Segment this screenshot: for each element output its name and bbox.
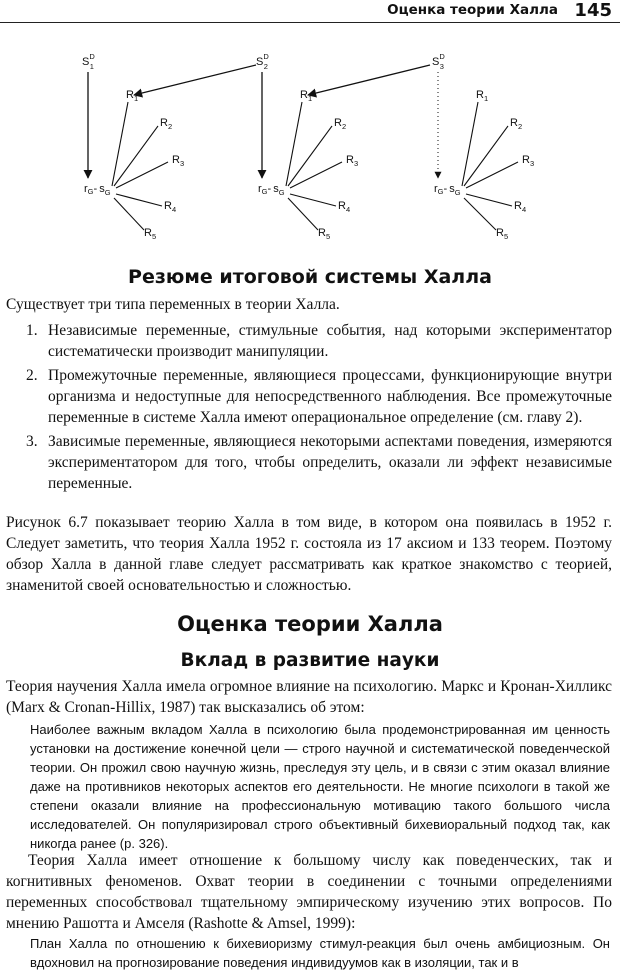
response-1: $R_1$ (476, 89, 489, 103)
goal-node-1: rG- $s_G$ (84, 183, 111, 197)
hull-influence-paragraph: Теория научения Халла имела огромное влияние на психологию. Маркс и Кронан-Хилликс (Marx & Cronan-Hillix, 1987) так высказались об этом: (6, 678, 612, 716)
response-3: $R_3$ (172, 154, 185, 168)
rashotte-quote: План Халла по отношению к бихевиоризму стимул-реакция был очень амбициозным. Он вдохновил на прогнозирование поведения индивидуумов как в изоляции, так и в (30, 936, 610, 970)
diagram-block-1 (82, 52, 256, 241)
evaluation-heading: Оценка теории Халла (177, 612, 443, 636)
theory-scope-paragraph: Теория Халла имеет отношение к большому числу как поведенческих, так и когнитивных феноменов. Охват теории в соединении с точными определениями переменных способствовал тщательному эмпирическому изучению этих вопросов. По мнению Рашотта и Амселя (Rashotte & Amsel, 1999): (6, 852, 612, 932)
list-item: 1. Независимые переменные, стимульные события, над которыми экспериментатор систематически производит манипуляции. (26, 322, 612, 360)
marx-quote: Наиболее важным вкладом Халла в психологию была продемонстрированная им ценность установки на достижение конечной цели — строго научной и систематической поведенческой теории. Он прожил свою научную жизнь, преследуя эту цель, и в связи с этим оказал влияние даже на противников некоторых аспектов его деятельности. Не многие психологи в такой же степени оказали влияние на профессиональную мотивацию такого большого числа исследователей. Он популяризировал строго объективный бихевиоральный подход так, как никогда ранее (р. 326). (30, 722, 610, 851)
stimulus-3: $S^D$ 3 (432, 52, 445, 71)
summary-heading: Резюме итоговой системы Халла (128, 266, 492, 288)
summary-intro: Существует три типа переменных в теории Халла. (6, 296, 340, 313)
variable-types-list (26, 320, 612, 497)
hull-diagram (0, 40, 620, 255)
response-3: $R_3$ (522, 154, 535, 168)
goal-node-2: rG- $s_G$ (258, 183, 285, 197)
list-item: 3. Зависимые переменные, являющиеся некоторыми аспектами поведения, измеряются экспериментатором для того, чтобы определить, оказали ли эффект независимые переменные. (26, 433, 612, 492)
running-title: Оценка теории Халла (387, 2, 558, 18)
response-1: $R_1$ (126, 89, 139, 103)
response-5: $R_5$ (496, 227, 509, 241)
response-2: $R_2$ (510, 117, 523, 131)
response-2: $R_2$ (334, 117, 347, 131)
response-3: $R_3$ (346, 154, 359, 168)
response-5: $R_5$ (318, 227, 331, 241)
goal-node-3: rG- $s_G$ (434, 183, 461, 197)
figure-paragraph: Рисунок 6.7 показывает теорию Халла в том виде, в котором она появилась в 1952 г. Следует заметить, что теория Халла 1952 г. состояла из 17 аксиом и 133 теорем. Поэтому обзор Халла в данной главе следует рассматривать как краткое знакомство с теорией, знаменитой своей основательностью и сложностью. (6, 514, 612, 594)
diagram-block-2 (256, 52, 430, 241)
response-1: $R_1$ (300, 89, 313, 103)
stimulus-1: $S^D$ 1 (82, 52, 95, 71)
diagram-block-3 (432, 52, 534, 241)
list-item: 2. Промежуточные переменные, являющиеся процессами, функционирующие внутри организма и недоступные для непосредственного наблюдения. Все промежуточные переменные в системе Халла имеют операциональное определение (см. главу 2). (26, 367, 612, 426)
response-5: $R_5$ (144, 227, 157, 241)
page-number: 145 (574, 0, 612, 21)
response-4: $R_4$ (514, 200, 527, 214)
response-4: $R_4$ (164, 200, 177, 214)
contribution-subheading: Вклад в развитие науки (180, 650, 440, 671)
response-2: $R_2$ (160, 117, 173, 131)
running-header (0, 0, 620, 23)
stimulus-2: $S^D$ 2 (256, 52, 269, 71)
response-4: $R_4$ (338, 200, 351, 214)
